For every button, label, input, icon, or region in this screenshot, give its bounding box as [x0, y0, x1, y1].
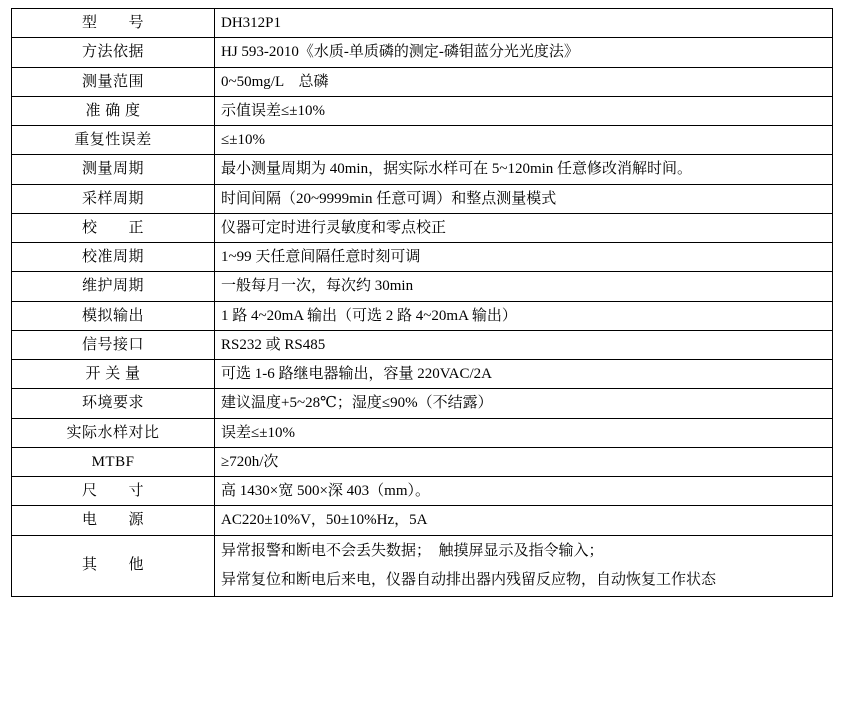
row-value [215, 272, 833, 301]
specification-table [11, 8, 833, 597]
row-value [215, 213, 833, 242]
value-line: 可选 1-6 路继电器输出，容量 220VAC/2A [221, 366, 492, 382]
row-value [215, 447, 833, 476]
row-value [215, 38, 833, 67]
value-line: 误差≤±10% [221, 424, 295, 441]
table-row [12, 301, 833, 330]
row-label: 准 确 度 [12, 96, 215, 125]
value-line: HJ 593-2010《水质-单质磷的测定-磷钼蓝分光光度法》 [221, 44, 579, 61]
table-row [12, 360, 833, 389]
row-value [215, 477, 833, 506]
value-line: 示值误差≤±10% [221, 102, 325, 119]
row-label: 实际水样对比 [12, 418, 215, 447]
value-line: 仪器可定时进行灵敏度和零点校正 [221, 219, 447, 236]
table-row [12, 38, 833, 67]
row-value [215, 330, 833, 359]
row-label: 重复性误差 [12, 126, 215, 155]
value-line: 1~99 天任意间隔任意时刻可调 [221, 249, 421, 265]
value-line: 异常复位和断电后来电，仪器自动排出器内残留反应物，自动恢复工作状态 [221, 571, 717, 588]
row-value [215, 184, 833, 213]
value-line: 一般每月一次，每次约 30min [221, 278, 414, 295]
value-line: DH312P1 [221, 15, 282, 31]
row-value [215, 535, 833, 596]
table-row [12, 9, 833, 38]
table-row [12, 184, 833, 213]
row-label: 信号接口 [12, 330, 215, 359]
row-value [215, 389, 833, 418]
row-label: 其 他 [12, 535, 215, 596]
row-label: 电 源 [12, 506, 215, 535]
row-value [215, 9, 833, 38]
row-value [215, 96, 833, 125]
value-line: 建议温度+5~28℃；湿度≤90%（不结露） [221, 395, 493, 412]
row-label: 模拟输出 [12, 301, 215, 330]
value-line: 异常报警和断电不会丢失数据； 触摸屏显示及指令输入； [221, 543, 604, 560]
row-label: 采样周期 [12, 184, 215, 213]
row-value [215, 418, 833, 447]
value-line: 0~50mg/L 总磷 [221, 73, 329, 90]
table-row [12, 389, 833, 418]
table-row [12, 243, 833, 272]
value-line: 高 1430×宽 500×深 403（mm）。 [221, 483, 431, 499]
row-value [215, 506, 833, 535]
row-label: 开 关 量 [12, 360, 215, 389]
value-line: RS232 或 RS485 [221, 336, 326, 353]
value-line: 1 路 4~20mA 输出（可选 2 路 4~20mA 输出） [221, 307, 517, 324]
table-row [12, 272, 833, 301]
row-value [215, 301, 833, 330]
table-row [12, 126, 833, 155]
row-value [215, 126, 833, 155]
row-value [215, 67, 833, 96]
row-value [215, 360, 833, 389]
table-row [12, 535, 833, 596]
row-label: 环境要求 [12, 389, 215, 418]
table-row [12, 213, 833, 242]
value-line: ≥720h/次 [221, 453, 279, 470]
row-label: 型 号 [12, 9, 215, 38]
value-line: AC220±10%V，50±10%Hz，5A [221, 512, 428, 529]
table-row [12, 418, 833, 447]
table-body [12, 9, 833, 597]
value-line: ≤±10% [221, 132, 265, 148]
row-value [215, 243, 833, 272]
table-row [12, 67, 833, 96]
row-label: MTBF [12, 447, 215, 476]
row-label: 校 正 [12, 213, 215, 242]
row-label: 方法依据 [12, 38, 215, 67]
table-row [12, 155, 833, 184]
table-row [12, 330, 833, 359]
value-line: 最小测量周期为 40min，据实际水样可在 5~120min 任意修改消解时间。 [221, 161, 693, 178]
row-value [215, 155, 833, 184]
table-row [12, 477, 833, 506]
row-label: 尺 寸 [12, 477, 215, 506]
row-label: 测量周期 [12, 155, 215, 184]
value-line: 时间间隔（20~9999min 任意可调）和整点测量模式 [221, 190, 557, 207]
row-label: 维护周期 [12, 272, 215, 301]
table-row [12, 506, 833, 535]
table-row [12, 96, 833, 125]
row-label: 测量范围 [12, 67, 215, 96]
row-label: 校准周期 [12, 243, 215, 272]
table-row [12, 447, 833, 476]
